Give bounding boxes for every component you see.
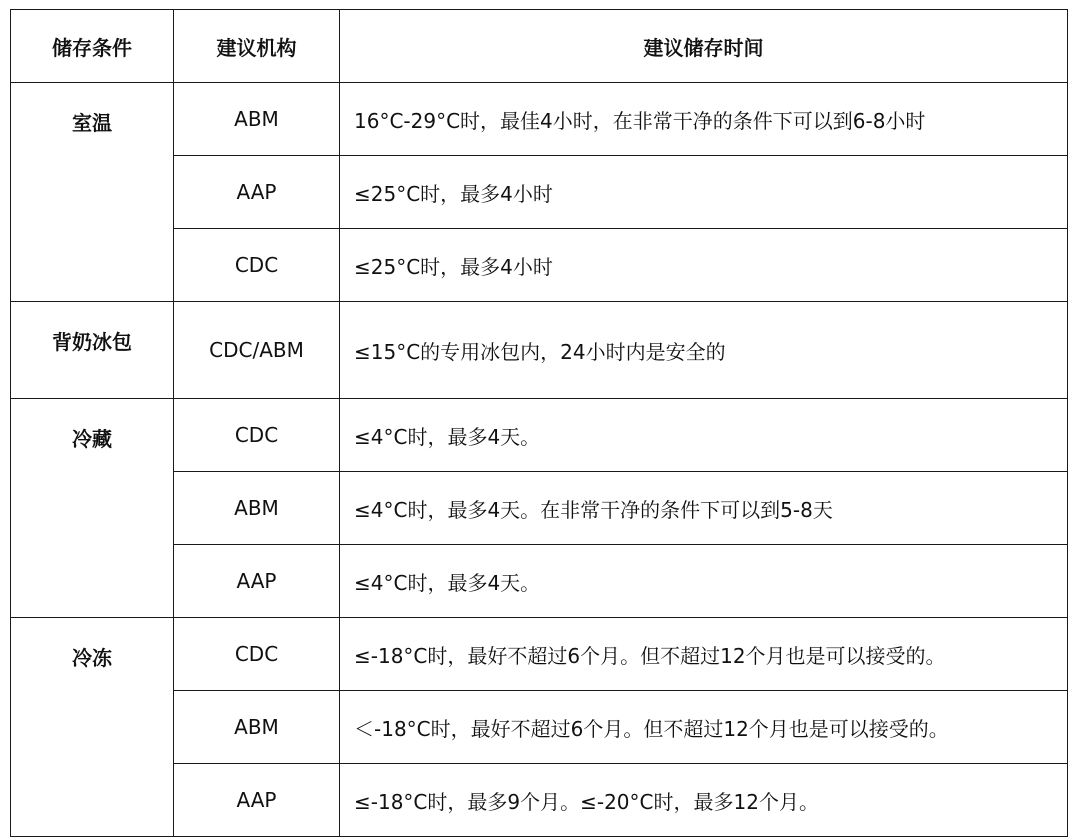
duration-cell: ≤-18°C时，最好不超过6个月。但不超过12个月也是可以接受的。: [340, 618, 1068, 691]
organization-cell: ABM: [174, 472, 340, 545]
organization-cell: CDC: [174, 399, 340, 472]
organization-cell: CDC: [174, 618, 340, 691]
header-organization: 建议机构: [174, 10, 340, 83]
condition-cell: 冷藏: [11, 399, 174, 618]
duration-cell: ≤-18°C时，最多9个月。≤-20°C时，最多12个月。: [340, 764, 1068, 837]
duration-cell: ≤4°C时，最多4天。: [340, 399, 1068, 472]
duration-cell: ≤4°C时，最多4天。在非常干净的条件下可以到5-8天: [340, 472, 1068, 545]
table-row: [11, 618, 1068, 691]
duration-cell: 16°C-29°C时，最佳4小时，在非常干净的条件下可以到6-8小时: [340, 83, 1068, 156]
duration-cell: ＜-18°C时，最好不超过6个月。但不超过12个月也是可以接受的。: [340, 691, 1068, 764]
table-row: [11, 83, 1068, 156]
condition-cell: 冷冻: [11, 618, 174, 837]
table-row: [11, 302, 1068, 399]
duration-cell: ≤4°C时，最多4天。: [340, 545, 1068, 618]
storage-table: [10, 9, 1068, 837]
organization-cell: AAP: [174, 545, 340, 618]
organization-cell: ABM: [174, 691, 340, 764]
duration-cell: ≤25°C时，最多4小时: [340, 156, 1068, 229]
header-duration: 建议储存时间: [340, 10, 1068, 83]
condition-cell: 室温: [11, 83, 174, 302]
organization-cell: ABM: [174, 83, 340, 156]
organization-cell: CDC/ABM: [174, 302, 340, 399]
organization-cell: AAP: [174, 764, 340, 837]
header-condition: 储存条件: [11, 10, 174, 83]
organization-cell: AAP: [174, 156, 340, 229]
condition-cell: 背奶冰包: [11, 302, 174, 399]
table-row: [11, 399, 1068, 472]
duration-cell: ≤15°C的专用冰包内，24小时内是安全的: [340, 302, 1068, 399]
organization-cell: CDC: [174, 229, 340, 302]
header-row: [11, 10, 1068, 83]
duration-cell: ≤25°C时，最多4小时: [340, 229, 1068, 302]
